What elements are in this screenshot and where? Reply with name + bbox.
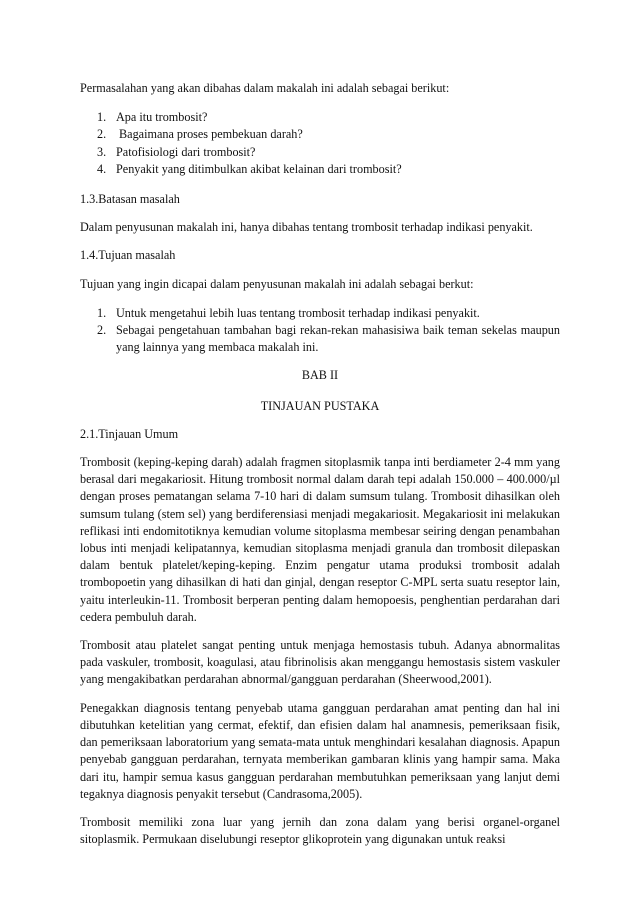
list-item: 2. Sebagai pengetahuan tambahan bagi rekan-rekan mahasisiwa baik teman sekelas maupun yang lainnya yang membaca makalah ini. [97,323,560,355]
list-item: 3. Patofisiologi dari trombosit? [97,144,256,159]
list-item: 1. Untuk mengetahui lebih luas tentang trombosit terhadap indikasi penyakit. [97,305,480,320]
chapter-label: BAB II [301,368,339,383]
batasan-text: Dalam penyusunan makalah ini, hanya dibahas tentang trombosit terhadap indikasi penyakit. [80,220,533,235]
paragraph: Trombosit (keping-keping darah) adalah fragmen sitoplasmik tanpa inti berdiameter 2-4 mm yang berasal dari megakariosit. Hitung trombosit normal dalam darah tepi adalah 150.000 – 400.000/µl dengan proses pematangan selama 7-10 hari di dalam sumsum tulang. Trombosit dihasilkan oleh sumsum tulang (stem sel) yang berdiferensiasi menjadi megakariosit. Megakariosit ini melakukan reflikasi inti endomitotiknya kemudian volume sitoplasma membesar seiring dengan penambahan lobus inti menjadi kelipatannya, kemudian sitoplasma menjadi granula dan trombosit dilepaskan dalam bentuk platelet/keping-keping. Enzim pengatur utama produksi trombosit adalah trombopoetin yang dihasilkan di hati dan ginjal, dengan reseptor C-MPL serta suatu reseptor lain, yaitu interleukin-11. Trombosit berperan penting dalam hemopoesis, penghentian perdarahan dari cedera pembuluh darah. [80,455,560,624]
chapter-title: TINJAUAN PUSTAKA [260,398,380,413]
paragraph: Trombosit atau platelet sangat penting untuk menjaga hemostasis tubuh. Adanya abnormalitas pada vaskuler, trombosit, koagulasi, atau fibrinolisis akan menggangu hemostasis sistem vaskuler yang mengakibatkan perdarahan abnormal/gangguan perdarahan (Sheerwood,2001). [80,638,560,687]
section-heading: 2.1.Tinjauan Umum [80,426,179,441]
list-item: 2. Bagaimana proses pembekuan darah? [97,127,303,142]
problem-list [80,109,560,178]
paragraph: Trombosit memiliki zona luar yang jernih dan zona dalam yang berisi organel-organel sitoplasmik. Permukaan diselubungi reseptor glikoprotein yang digunakan untuk reaksi [80,814,560,847]
document-page [80,80,560,848]
goal-list [80,305,560,357]
intro-text: Permasalahan yang akan dibahas dalam makalah ini adalah sebagai berikut: [80,81,450,95]
paragraph: Penegakkan diagnosis tentang penyebab utama gangguan perdarahan amat penting dan hal ini dibutuhkan ketelitian yang cermat, efektif, dan efisien dalam hal anamnesis, pemeriksaan fisik, dan pemeriksaan laboratorium yang semata-mata untuk menghindari kesalahan diagnosis. Apapun penyebab gangguan perdarahan, ternyata memberikan gambaran klinis yang hampir sama. Maka dari itu, hampir semua kasus gangguan perdarahan membutuhkan pemeriksaan yang lanjut demi tegaknya diagnosis penyakit tersebut (Candrasoma,2005). [80,700,560,801]
batasan-heading: 1.3.Batasan masalah [80,192,180,207]
tujuan-heading: 1.4.Tujuan masalah [80,248,176,263]
list-item: 4. Penyakit yang ditimbulkan akibat kelainan dari trombosit? [97,161,402,176]
tujuan-text: Tujuan yang ingin dicapai dalam penyusunan makalah ini adalah sebagai berkut: [80,276,474,291]
list-item: 1. Apa itu trombosit? [97,110,208,125]
